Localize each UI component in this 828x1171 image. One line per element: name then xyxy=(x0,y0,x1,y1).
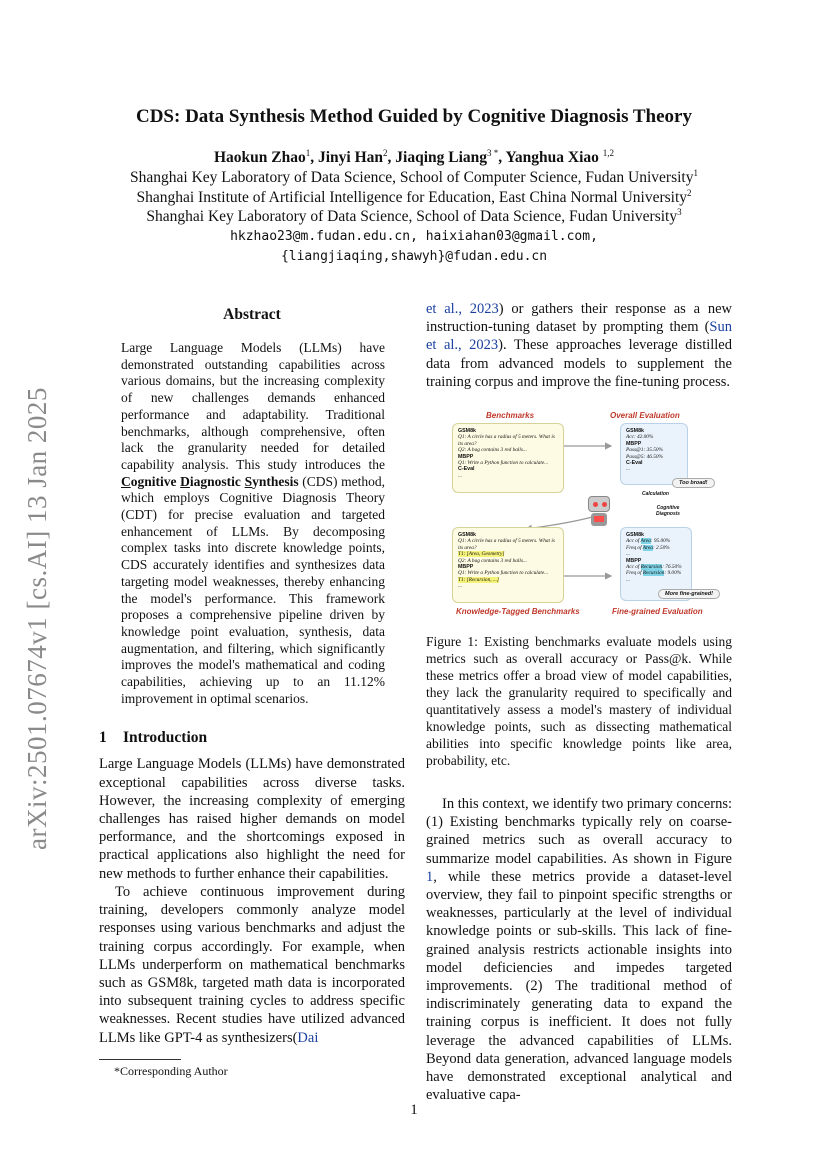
author-list: Haokun Zhao$^1$, Jinyi Han$^2$, Jiaqing Liang$^{3 *}$, Yanghua Xiao $^{1,2}$ xyxy=(213,148,615,166)
author-name: Jiaqing Liang xyxy=(395,149,488,166)
right-column xyxy=(426,300,732,1104)
footnote-divider xyxy=(99,1059,181,1060)
abstract-heading: Abstract xyxy=(223,306,281,323)
section-heading: 1 Introduction xyxy=(99,729,208,747)
page-number: 1 xyxy=(410,1102,418,1118)
paragraph: To achieve continuous improvement during training, developers commonly analyze model responses using various benchmarks and adjust the training corpus accordingly. For example, when LLMs underperform on mathematical benchmarks such as GSM8k, targeted math data is incorporated into subsequent training cycles to address specific weaknesses. Recent studies have utilized advanced LLMs like GPT-4 as synthesizers(Dai xyxy=(99,883,405,1046)
affiliation: Shanghai Institute of Artificial Intelligence for Education, East China Normal University$^2$ xyxy=(136,187,692,206)
author-name: Jinyi Han xyxy=(317,149,384,166)
affiliation: Shanghai Key Laboratory of Data Science, School of Data Science, Fudan University$^3$ xyxy=(146,207,682,225)
citation-link[interactable]: Dai xyxy=(297,1029,319,1046)
paragraph: In this context, we identify two primary concerns: (1) Existing benchmarks typically rely on coarse-grained metrics such as overall accuracy to summarize model capabilities. As shown in Figure 1, while these metrics provide a dataset-level overview, they fail to pinpoint specific strengths or weaknesses, particularly at the level of individual knowledge points or sub-skills. This lack of fine-grained analysis restricts actionable insights into model deficiencies and impedes targeted improvements. (2) The traditional method of indiscriminately generating data to expand the training corpus is inefficient. It does not fully leverage the advanced capabilities of LLMs. Beyond data generation, advanced language models have demonstrated exceptional analytical and evaluative capa- xyxy=(426,796,732,1104)
email-line: {liangjiaqing,shawyh}@fudan.edu.cn xyxy=(280,248,548,264)
cognitive-diagnosis-label: Cognitive Diagnosis xyxy=(656,505,680,518)
arxiv-identifier: arXiv:2501.07674v1 [cs.AI] 13 Jan 2025 xyxy=(22,387,52,850)
robot-icon xyxy=(584,496,614,528)
paragraph: Large Language Models (LLMs) have demonstrated exceptional capabilities across diverse tasks. However, the increasing complexity of emerging challenges has raised higher demands on model performance, and the shortcomings exposed in practical applications also highlight the need for new methods to further enhance their capabilities. xyxy=(99,756,405,882)
too-broad-bubble: Too broad! xyxy=(672,478,715,488)
citation-link[interactable]: Sun et al., 2023 xyxy=(426,319,732,354)
more-fine-grained-bubble: More fine-grained! xyxy=(658,589,720,599)
fine-grained-evaluation-panel: GSM8k Acc of Area: 95.00% Freq of Area: 2.50% ... MBPP Acc of Recursion: 76.50% Freq of Recursion: 9.00% ... xyxy=(620,527,692,601)
tagged-benchmarks-label: Knowledge-Tagged Benchmarks xyxy=(456,607,580,617)
calculation-label: Calculation xyxy=(642,491,669,498)
overall-evaluation-panel: GSM8k Acc: 42.00% MBPP Pass@1: 35.50% Pass@5: 46.50% C-Eval ... xyxy=(620,423,688,485)
citation-link[interactable]: et al., 2023 xyxy=(426,301,499,317)
benchmarks-panel: GSM8k Q1: A circle has a radius of 5 meters. What is its area? Q2: A bag contains 3 red balls... MBPP Q1: Write a Python function to calculate... C-Eval ... xyxy=(452,423,564,493)
affiliation: Shanghai Key Laboratory of Data Science, School of Computer Science, Fudan University$^1$ xyxy=(130,168,698,186)
left-column xyxy=(99,300,405,1047)
author-name: Haokun Zhao xyxy=(213,149,306,166)
fine-grained-evaluation-label: Fine-grained Evaluation xyxy=(612,607,703,617)
overall-evaluation-label: Overall Evaluation xyxy=(610,411,680,421)
figure-caption: Figure 1: Existing benchmarks evaluate models using metrics such as overall accuracy or Pass@k. While these metrics offer a broad view of model capabilities, they lack the granularity required to specifically and quantitatively assess a model's mastery of individual knowledge points, such as dissecting mathematical abilities into specific knowledge points like area, probability, etc. xyxy=(426,634,732,769)
paper-title: CDS: Data Synthesis Method Guided by Cognitive Diagnosis Theory xyxy=(135,106,692,127)
figure-1 xyxy=(436,411,718,621)
tagged-benchmarks-panel: GSM8k Q1: A circle has a radius of 5 meters. What is its area? T1: [Area, Geometry] Q2: A bag contains 3 red balls... MBPP Q1: Write a Python function to calculate... T1: [Recursion, ...] ... xyxy=(452,527,564,603)
footnote: *Corresponding Author xyxy=(114,1064,228,1078)
benchmarks-label: Benchmarks xyxy=(486,411,535,421)
abstract-text: Large Language Models (LLMs) have demonstrated outstanding capabilities across various domains, but the increasing complexity of new challenges demands enhanced performance and adaptability. Traditional benchmarks, although comprehensive, often lack the granularity needed for detailed capability analysis. This study introduces the Cognitive Diagnostic Synthesis (CDS) method, which employs Cognitive Diagnosis Theory (CDT) for precise evaluation and targeted enhancement of LLMs. By decomposing complex tasks into discrete knowledge points, CDS accurately identifies and synthesizes data targeting model weaknesses, thereby enhancing the model's performance. This framework proposes a comprehensive pipeline driven by knowledge point evaluation, synthesis, data augmentation, and filtering, which significantly improves the model's mathematical and coding capabilities, achieving up to an 11.12% improvement in optimal scenarios. xyxy=(121,340,386,706)
paragraph: et al., 2023) or gathers their response as a new instruction-tuning dataset by prompting them (Sun et al., 2023). These approaches leverage distilled data from advanced models to supplement the training corpus and improve the fine-tuning process. xyxy=(426,301,732,390)
figure-reference-link[interactable]: 1 xyxy=(426,868,434,885)
paper-header xyxy=(90,104,738,267)
email-line: hkzhao23@m.fudan.edu.cn, haixiahan03@gmail.com, xyxy=(230,228,598,244)
author-name: Yanghua Xiao xyxy=(505,149,599,166)
